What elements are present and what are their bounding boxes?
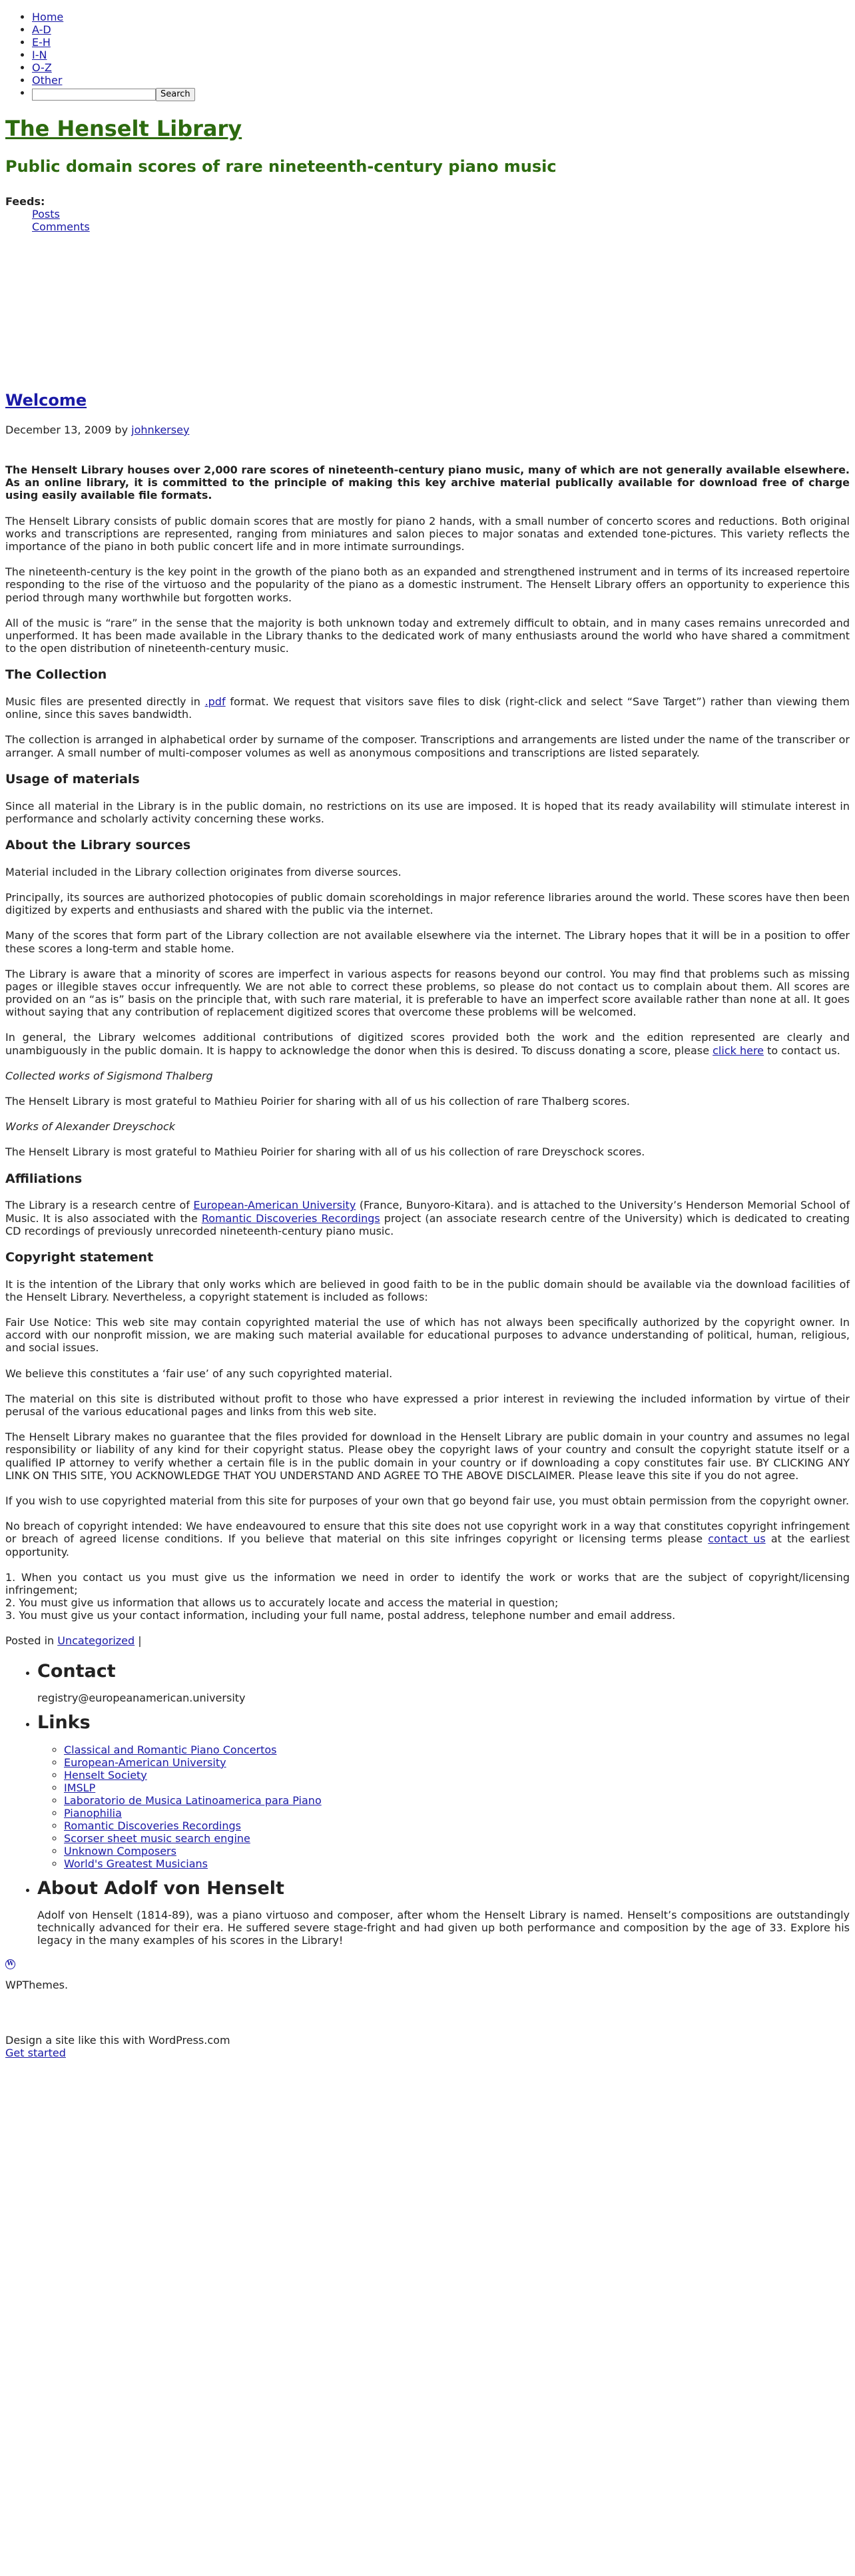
post-footer: Posted in Uncategorized | [5,1634,142,1648]
paragraph: In general, the Library welcomes additional contributions of digitized scores provided both the work and the edition represented are clearly and unambiguously in the public domain. It is happy to acknowledge the donor when this is desired. To discuss donating a score, please click here to contact us. [5,1031,850,1057]
heading-copyright: Copyright statement [5,1249,154,1265]
paragraph: Music files are presented directly in .pdf format. We request that visitors save files to disk (right-click and select “Save Target”) rather than viewing them online, since this saves bandwidth. [5,695,850,721]
link-item[interactable]: Unknown Composers [64,1844,176,1857]
feeds [5,195,850,233]
category-link[interactable]: Uncategorized [57,1634,135,1648]
contact-email: registry@europeanamerican.university [37,1692,246,1705]
wordpress-icon[interactable]: W [5,1955,15,1968]
site-title-link[interactable]: The Henselt Library [5,115,242,141]
widget-title: • About Adolf von Henselt [37,1877,284,1899]
post-date: December 13, 2009 [5,424,112,436]
site-description: Public domain scores of rare nineteenth-century piano music [5,157,557,176]
design-line: Design a site like this with WordPress.com [5,2033,230,2047]
heading-sources: About the Library sources [5,837,191,852]
pdf-link[interactable]: .pdf [204,695,226,709]
paragraph: It is the intention of the Library that only works which are believed in good faith to be in the public domain should be available via the download facilities of the Henselt Library. Nevertheless, a copyright statement is included as follows: [5,1277,850,1303]
top-nav [5,11,850,101]
link-item[interactable]: Romantic Discoveries Recordings [64,1819,241,1832]
post-title [5,391,87,410]
about-text: Adolf von Henselt (1814-89), was a piano virtuoso and composer, after whom the Henselt Library is named. Henselt’s compositions are outstandingly technically advanced for their era. He suffered severe stage-fright and had given up both performance and composition by the age of 33. Explore his legacy in the many examples of his scores in the Library! [37,1909,850,1947]
paragraph: All of the music is “rare” in the sense that the majority is both unknown today and extremely difficult to obtain, and in many cases remains unrecorded and unperformed. It has been made available in the Library thanks to the dedicated work of many enthusiasts around the world who have shared a commitment to the open distribution of nineteenth-century music. [5,616,850,655]
nav-a-d[interactable]: A-D [32,23,51,36]
paragraph: The material on this site is distributed without profit to those who have expressed a prior interest in reviewing the included information by virtue of their perusal of the various educational pages and links from this web site. [5,1392,850,1419]
link-item[interactable]: Scorser sheet music search engine [64,1831,250,1845]
link-item[interactable]: Laboratorio de Musica Latinoamerica para Piano [64,1793,322,1807]
heading-affiliations: Affiliations [5,1171,83,1186]
eau-link[interactable]: European-American University [193,1199,356,1212]
widget-links [37,1712,850,1869]
paragraph: The Library is a research centre of European-American University (France, Bunyoro-Kitara). and is attached to the University’s Henderson Memorial School of Music. It is also associated with the Romantic Discoveries Recordings project (an associate research centre of the University) which is dedicated to creating CD recordings of previously unrecorded nineteenth-century piano music. [5,1199,850,1237]
link-item[interactable]: IMSLP [64,1781,96,1794]
paragraph: The Henselt Library consists of public domain scores that are mostly for piano 2 hands, with a small number of concerto scores and reductions. Both original works and transcriptions are represented, ranging from miniatures and salon pieces to major sonatas and extended tone-pictures. This variety reflects the importance of the piano in both public concert life and in more intimate surroundings. [5,514,850,553]
post-author-link[interactable]: johnkersey [131,424,190,436]
paragraph: Material included in the Library collection originates from diverse sources. [5,865,402,878]
paragraph: If you wish to use copyrighted material from this site for purposes of your own that go beyond fair use, you must obtain permission from the copyright owner. [5,1494,850,1507]
widget-contact [37,1661,850,1705]
search-form [32,88,850,101]
theme-credit: WPThemes. [5,1978,69,1991]
click-here-link[interactable]: click here [712,1044,764,1057]
paragraph: Since all material in the Library is in the public domain, no restrictions on its use are imposed. It is hoped that its ready availability will stimulate interest in performance and scholarly activity concerning these works. [5,799,850,825]
search-input[interactable] [32,89,156,101]
nav-i-n[interactable]: I-N [32,49,47,61]
dreyschock-title: Works of Alexander Dreyschock [5,1120,176,1133]
lead-paragraph: The Henselt Library houses over 2,000 rare scores of nineteenth-century piano music, many of which are not generally available elsewhere. As an online library, it is committed to the principle of making this key archive material publically available for download free of charge using easily available file formats. [5,464,850,502]
paragraph: The nineteenth-century is the key point in the growth of the piano both as an expanded and strengthened instrument and in terms of its increased repertoire responding to the rise of the virtuoso and the popularity of the piano as a domestic instrument. The Henselt Library offers an opportunity to experience this period through many worthwhile but forgotten works. [5,565,850,604]
nav-o-z[interactable]: O-Z [32,61,52,74]
link-item[interactable]: European-American University [64,1756,226,1769]
feeds-label: Feeds: [5,194,45,208]
paragraph: 1. When you contact us you must give us the information we need in order to identify the work or works that are the subject of copyright/licensing infringement; 2. You must give us information that allows us to accurately locate and access the material in question; 3. You must give us your contact information, including your full name, postal address, telephone number and email address. [5,1570,850,1622]
heading-collection: The Collection [5,667,107,683]
post-by: by [115,424,129,436]
paragraph: The Library is aware that a minority of scores are imperfect in various aspects for reasons beyond our control. You may find that problems such as missing pages or illegible staves occur infrequently. We are not able to correct these problems, so please do not contact us to complain about them. All scores are provided on an “as is” basis on the principle that, with such rare material, it is preferable to have an imperfect score available rather than none at all. It goes without saying that any contribution of replacement digitized scores that overcome these problems will be welcomed. [5,967,850,1019]
paragraph: We believe this constitutes a ‘fair use’ of any such copyrighted material. [5,1367,393,1380]
paragraph: No breach of copyright intended: We have endeavoured to ensure that this site does not use copyright work in a way that constitutes copyright infringement or breach of agreed license conditions. If you believe that material on this site infringes copyright or licensing terms please contact us at the earliest opportunity. [5,1520,850,1558]
rdr-link[interactable]: Romantic Discoveries Recordings [201,1211,380,1225]
link-item[interactable]: World's Greatest Musicians [64,1857,208,1870]
site-title [5,116,850,141]
contact-us-link[interactable]: contact us [708,1532,766,1546]
heading-usage: Usage of materials [5,771,140,787]
search-button[interactable]: • Search [156,88,195,101]
nav-home[interactable]: Home [32,11,64,23]
get-started-link[interactable]: Get started [5,2046,66,2059]
nav-other[interactable]: Other [32,74,63,87]
paragraph: Principally, its sources are authorized photocopies of public domain scoreholdings in major reference libraries around the world. These scores have then been digitized by experts and enthusiasts and shared with the public via the internet. [5,890,850,917]
paragraph: The collection is arranged in alphabetical order by surname of the composer. Transcriptions and arrangements are listed under the name of the transcriber or arranger. A small number of multi-composer volumes as well as anonymous compositions and transcriptions are listed separately. [5,733,850,759]
paragraph: Many of the scores that form part of the Library collection are not available elsewhere via the internet. The Library hopes that it will be in a position to offer these scores a long-term and stable home. [5,929,850,955]
link-item[interactable]: Henselt Society [64,1768,147,1781]
widget-title: • Contact [37,1660,116,1682]
post-meta [5,424,189,436]
page [0,11,855,233]
thalberg-title: Collected works of Sigismond Thalberg [5,1069,213,1082]
site-footer [5,1955,850,2060]
sidebar-widgets [5,1661,850,1947]
link-item[interactable]: Pianophilia [64,1806,122,1819]
paragraph: The Henselt Library is most grateful to Mathieu Poirier for sharing with all of us his collection of rare Dreyschock scores. [5,1145,645,1159]
post-title-link[interactable]: Welcome [5,391,87,410]
post-content [5,464,850,2059]
feed-posts-link[interactable]: Posts [32,207,60,220]
widget-about [37,1878,850,1947]
nav-e-h[interactable]: E-H [32,36,51,49]
link-item[interactable]: Classical and Romantic Piano Concertos [64,1743,277,1756]
paragraph: The Henselt Library is most grateful to Mathieu Poirier for sharing with all of us his collection of rare Thalberg scores. [5,1095,630,1108]
paragraph: The Henselt Library makes no guarantee that the files provided for download in the Henselt Library are public domain in your country and assumes no legal responsibility or liability of any kind for their copyright status. Please obey the copyright laws of your country and consult the copyright statute itself or a qualified IP attorney to verify whether a certain file is in the public domain in your country or if downloading a copy constitutes fair use. BY CLICKING ANY LINK ON THIS SITE, YOU ACKNOWLEDGE THAT YOU UNDERSTAND AND AGREE TO THE ABOVE DISCLAIMER. Please leave this site if you do not agree. [5,1431,850,1482]
paragraph: Fair Use Notice: This web site may contain copyrighted material the use of which has not always been specifically authorized by the copyright owner. In accord with our nonprofit mission, we are making such material available for educational purposes to advance understanding of political, human, religious, and social issues. [5,1316,850,1355]
widget-title: • Links [37,1712,91,1734]
feed-comments-link[interactable]: Comments [32,220,90,233]
